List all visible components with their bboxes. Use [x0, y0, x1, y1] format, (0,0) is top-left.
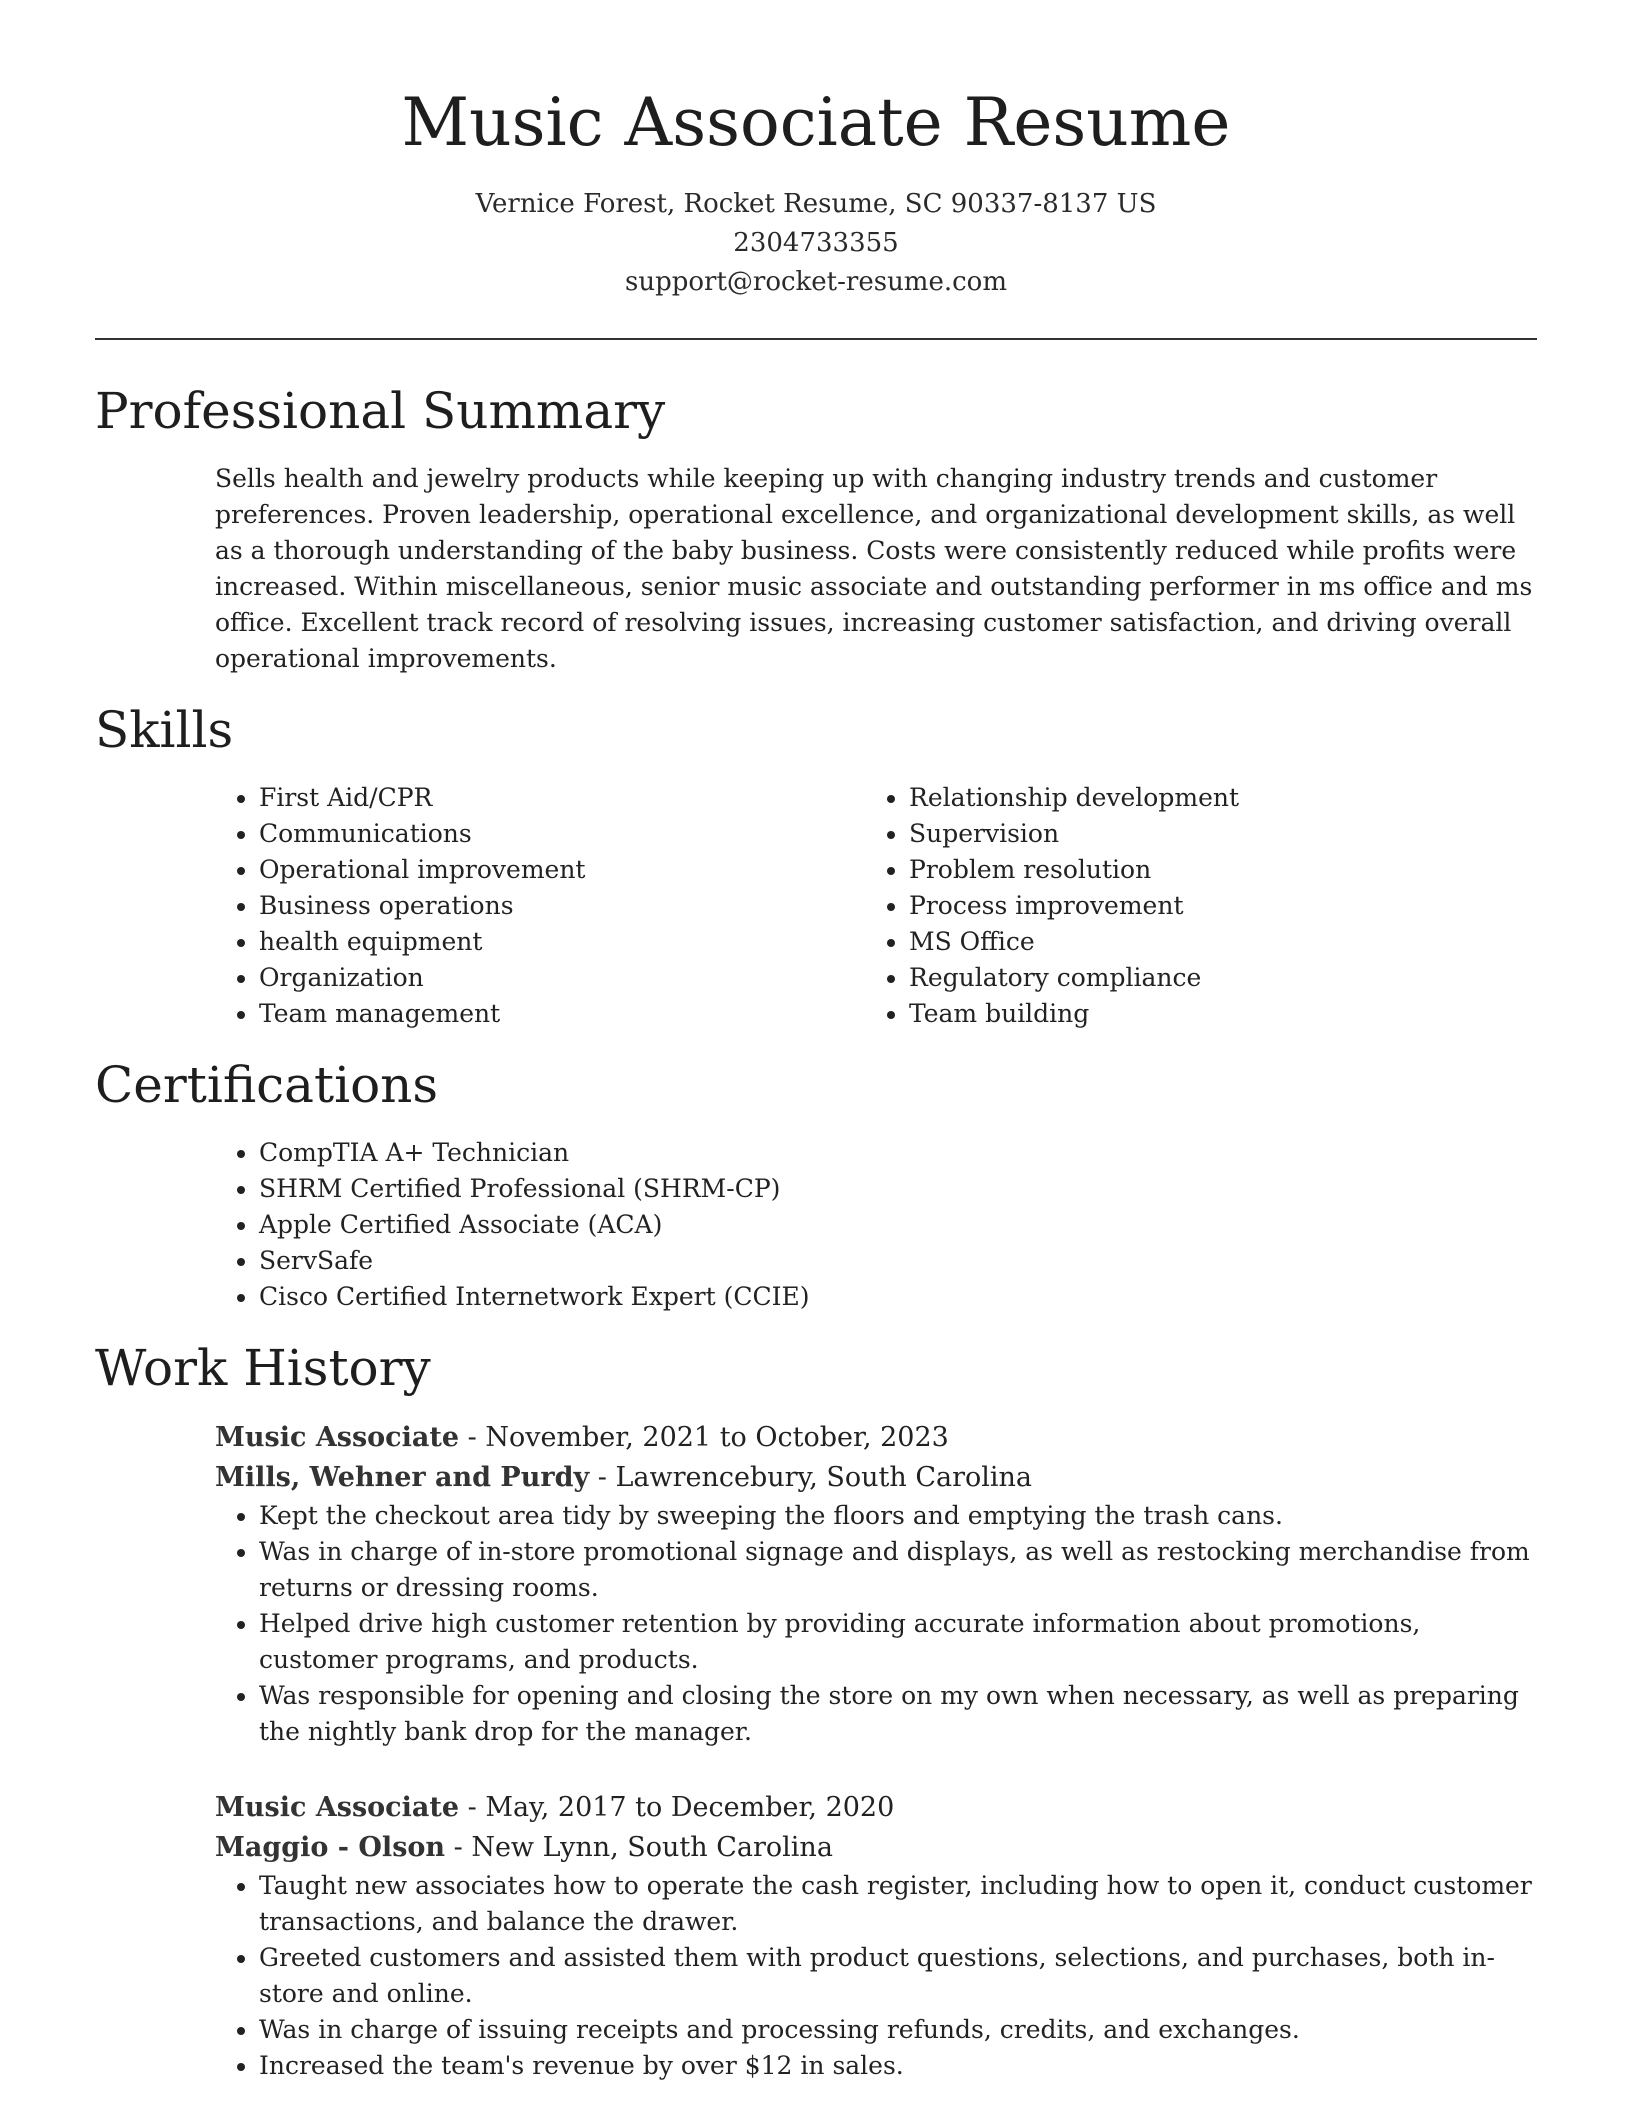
- job-company-line: [215, 1828, 1537, 1868]
- job-dates: November, 2021 to October, 2023: [485, 1421, 949, 1453]
- skills-section: [95, 700, 1537, 1032]
- contact-address: Vernice Forest, Rocket Resume, SC 90337-8137 US: [475, 188, 1157, 219]
- certifications-list: [215, 1135, 1537, 1315]
- certification-item: • Cisco Certified Internetwork Expert (CCIE): [259, 1279, 1537, 1315]
- job-entry: [95, 1418, 1537, 1750]
- contact-phone: 2304733355: [733, 227, 899, 258]
- contact-email: support@rocket-resume.com: [624, 266, 1007, 297]
- job-bullets: [215, 1868, 1537, 2084]
- job-bullet: • Helped drive high customer retention by providing accurate information about promotions, customer programs, and products.: [259, 1606, 1537, 1678]
- resume-page: [95, 0, 1537, 2122]
- job-bullet: • Was in charge of in-store promotional signage and displays, as well as restocking merchandise from returns or dressing rooms.: [259, 1534, 1537, 1606]
- skill-item: • Regulatory compliance: [909, 960, 1515, 996]
- job-separator: -: [589, 1461, 616, 1493]
- job-separator: -: [459, 1791, 486, 1823]
- certification-item: • Apple Certified Associate (ACA): [259, 1207, 1537, 1243]
- job-bullet: • Increased the team's revenue by over $12 in sales.: [259, 2048, 1537, 2084]
- skills-list-right: [865, 780, 1515, 1032]
- job-title: Music Associate: [215, 1421, 460, 1453]
- resume-header: [95, 0, 1537, 302]
- certification-item: • SHRM Certified Professional (SHRM-CP): [259, 1171, 1537, 1207]
- header-divider: [95, 338, 1537, 340]
- resume-title: Music Associate Resume: [401, 84, 1231, 161]
- summary-heading: Professional Summary: [95, 381, 666, 440]
- skill-item: • Relationship development: [909, 780, 1515, 816]
- job-entry: [95, 1788, 1537, 2084]
- certifications-heading: Certifications: [95, 1055, 439, 1114]
- job-location: Lawrencebury, South Carolina: [615, 1461, 1033, 1493]
- job-bullet: • Was in charge of issuing receipts and processing refunds, credits, and exchanges.: [259, 2012, 1537, 2048]
- job-separator: -: [445, 1831, 472, 1863]
- job-bullet: • Was responsible for opening and closing the store on my own when necessary, as well as preparing the nightly bank drop for the manager.: [259, 1678, 1537, 1750]
- skill-item: • Organization: [259, 960, 865, 996]
- job-dates: May, 2017 to December, 2020: [485, 1791, 895, 1823]
- job-title-line: [215, 1788, 1537, 1828]
- job-company-line: [215, 1458, 1537, 1498]
- job-bullets: [215, 1498, 1537, 1750]
- job-location: New Lynn, South Carolina: [471, 1831, 833, 1863]
- summary-text: Sells health and jewelry products while keeping up with changing industry trends and customer preferences. Proven leadership, operational excellence, and organizational development skills, as well as a thorough understanding of the baby business. Costs were consistently reduced while profits were increased. Within miscellaneous, senior music associate and outstanding performer in ms office and ms office. Excellent track record of resolving issues, increasing customer satisfaction, and driving overall operational improvements.: [215, 463, 1533, 673]
- job-title-line: [215, 1418, 1537, 1458]
- job-company: Maggio - Olson: [215, 1831, 446, 1863]
- job-company: Mills, Wehner and Purdy: [215, 1461, 590, 1493]
- skill-item: • Team building: [909, 996, 1515, 1032]
- skill-item: • Supervision: [909, 816, 1515, 852]
- job-title: Music Associate: [215, 1791, 460, 1823]
- skill-item: • Process improvement: [909, 888, 1515, 924]
- skill-item: • First Aid/CPR: [259, 780, 865, 816]
- skill-item: • MS Office: [909, 924, 1515, 960]
- work-history-section: [95, 1338, 1537, 2084]
- job-bullet: • Kept the checkout area tidy by sweeping the floors and emptying the trash cans.: [259, 1498, 1537, 1534]
- certifications-section: [95, 1055, 1537, 1315]
- certification-item: • CompTIA A+ Technician: [259, 1135, 1537, 1171]
- skill-item: • health equipment: [259, 924, 865, 960]
- summary-section: [95, 381, 1537, 677]
- work-history-heading: Work History: [95, 1338, 431, 1397]
- skill-item: • Problem resolution: [909, 852, 1515, 888]
- skill-item: • Communications: [259, 816, 865, 852]
- skills-list-left: [215, 780, 865, 1032]
- skill-item: • Operational improvement: [259, 852, 865, 888]
- job-bullet: • Greeted customers and assisted them with product questions, selections, and purchases, both in-store and online.: [259, 1940, 1537, 2012]
- job-separator: -: [459, 1421, 486, 1453]
- skill-item: • Team management: [259, 996, 865, 1032]
- skill-item: • Business operations: [259, 888, 865, 924]
- job-bullet: • Taught new associates how to operate the cash register, including how to open it, conduct customer transactions, and balance the drawer.: [259, 1868, 1537, 1940]
- skills-heading: Skills: [95, 700, 234, 759]
- certification-item: • ServSafe: [259, 1243, 1537, 1279]
